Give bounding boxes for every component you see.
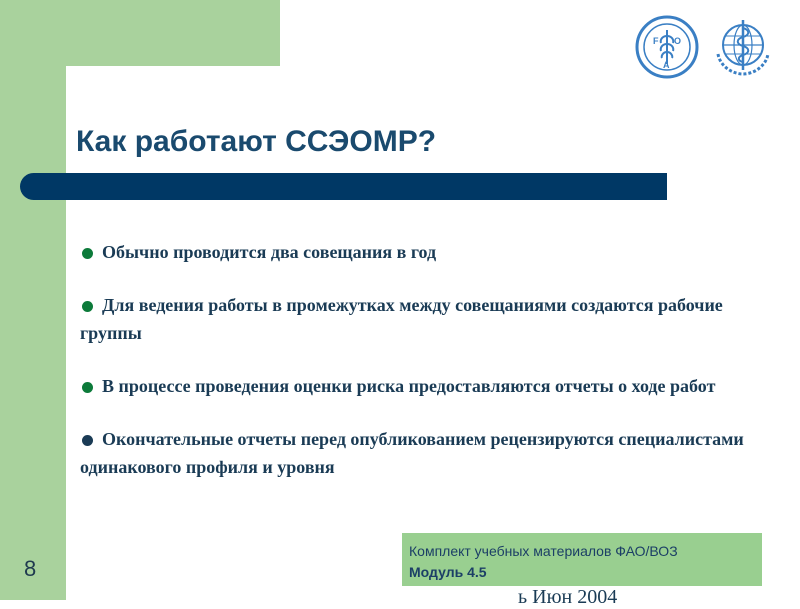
bullet-text: Обычно проводится два совещания в год (102, 242, 437, 262)
title-underline-bar (20, 173, 667, 200)
who-logo-icon (710, 14, 776, 80)
bullet-dot-icon (82, 301, 93, 312)
bullet-text: Для ведения работы в промежутках между совещаниями создаются рабочие группы (80, 295, 723, 343)
list-item (80, 291, 770, 347)
course-info-box (402, 533, 762, 586)
slide-title: Как работают ССЭОМР? (76, 125, 437, 158)
fao-logo-icon (634, 14, 700, 80)
fao-letter-a: A (663, 60, 670, 70)
green-left-band (0, 0, 66, 600)
fao-letter-o: O (674, 36, 682, 46)
course-kit-label: Комплект учебных материалов ФАО/ВОЗ (409, 543, 678, 559)
bullet-text: Окончательные отчеты перед опубликованием рецензируются специалистами одинакового профиля и уровня (80, 429, 744, 477)
bullet-list (80, 238, 770, 506)
module-label: Модуль 4.5 (409, 564, 487, 580)
bullet-dot-icon (82, 248, 93, 259)
bullet-dot-icon (82, 382, 93, 393)
list-item (80, 372, 770, 400)
list-item (80, 425, 770, 481)
list-item (80, 238, 770, 266)
bullet-dot-icon (82, 435, 93, 446)
bullet-text: В процессе проведения оценки риска предоставляются отчеты о ходе работ (102, 376, 716, 396)
slide-number: 8 (24, 556, 37, 581)
fao-letter-f: F (653, 36, 659, 46)
footer-date-partial: ь Июн 2004 (518, 586, 618, 608)
